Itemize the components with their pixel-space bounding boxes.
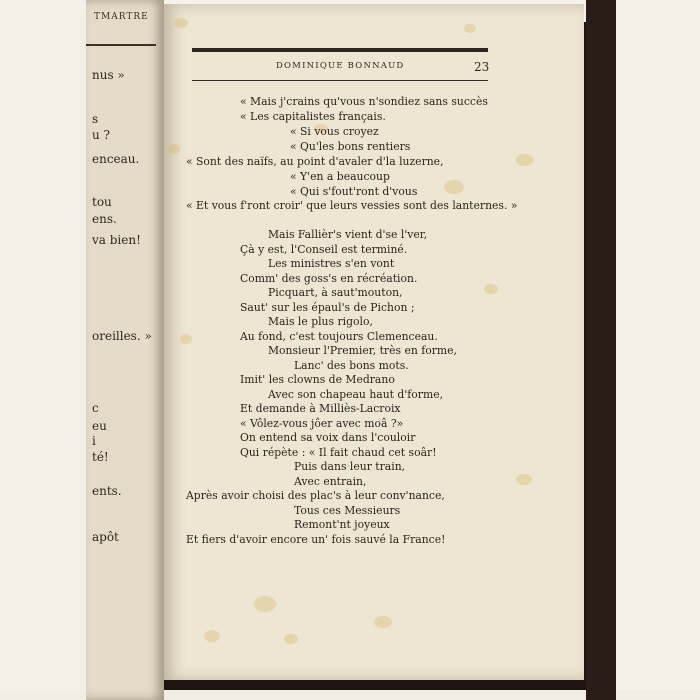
verse-line: « Et vous f'ront croir' que leurs vessies sont des lanternes. » xyxy=(186,199,518,212)
left-fragment: u ? xyxy=(92,128,110,142)
foxing-spot xyxy=(254,596,276,612)
foxing-spot xyxy=(484,284,498,294)
left-fragment: tou xyxy=(92,195,112,209)
verse-line: Puis dans leur train, xyxy=(294,460,406,473)
left-fragment: s xyxy=(92,112,99,126)
verse-line: Monsieur l'Premier, très en forme, xyxy=(268,344,457,357)
verse-line: Et fiers d'avoir encore un' fois sauvé la France! xyxy=(186,533,446,546)
left-fragment: oreilles. » xyxy=(92,329,152,343)
left-running-head: TMARTRE xyxy=(94,12,149,22)
verse-line: « Si vous croyez xyxy=(290,125,379,138)
left-fragment: ens. xyxy=(92,212,117,226)
verse-line: « Sont des naïfs, au point d'avaler d'la luzerne, xyxy=(186,155,444,168)
left-fragment: eu xyxy=(92,419,107,433)
verse-line: Comm' des goss's en récréation. xyxy=(240,272,418,285)
verse-line: Et demande à Milliès-Lacroix xyxy=(240,402,401,415)
verse-line: Avec son chapeau haut d'forme, xyxy=(268,388,444,401)
left-fragment: apôt xyxy=(92,530,119,544)
foxing-spot xyxy=(374,616,392,628)
verse-line: Çà y est, l'Conseil est terminé. xyxy=(240,243,408,256)
foxing-spot xyxy=(174,18,188,28)
left-header-rule xyxy=(86,44,156,46)
verse-line: Lanc' des bons mots. xyxy=(294,359,409,372)
verse-line: Tous ces Messieurs xyxy=(294,504,401,517)
verse-line: Mais le plus rigolo, xyxy=(268,315,373,328)
foxing-spot xyxy=(516,154,534,166)
verse-line: Avec entrain, xyxy=(294,475,367,488)
verse-line: Les ministres s'en vont xyxy=(268,257,395,270)
left-fragment: nus » xyxy=(92,68,125,82)
page-number: 23 xyxy=(474,60,490,74)
verse-line: Saut' sur les épaul's de Pichon ; xyxy=(240,301,415,314)
verse-line: « Les capitalistes français. xyxy=(240,110,386,123)
left-fragment: té! xyxy=(92,450,109,464)
foxing-spot xyxy=(444,180,464,194)
running-head: DOMINIQUE BONNAUD xyxy=(276,61,405,71)
left-fragment: enceau. xyxy=(92,152,140,166)
verse-line: Après avoir choisi des plac's à leur conv'nance, xyxy=(186,489,445,502)
verse-line: « Y'en a beaucoup xyxy=(290,170,390,183)
left-fragment: i xyxy=(92,434,96,448)
verse-line: Mais Fallièr's vient d'se l'ver, xyxy=(268,228,428,241)
foxing-spot xyxy=(180,334,192,344)
verse-line: « Qu'les bons rentiers xyxy=(290,140,411,153)
header-rule-thick xyxy=(192,48,488,52)
verse-line: « Mais j'crains qu'vous n'sondiez sans succès xyxy=(240,95,488,108)
left-fragment: c xyxy=(92,401,99,415)
verse-line: Imit' les clowns de Medrano xyxy=(240,373,395,386)
foxing-spot xyxy=(168,144,180,154)
verse-line: Picquart, à saut'mouton, xyxy=(268,286,403,299)
header-rule-thin xyxy=(192,80,488,81)
verse-line: Qui répète : « Il fait chaud cet soâr! xyxy=(240,446,437,459)
verse-line: « Qui s'fout'ront d'vous xyxy=(290,185,418,198)
foxing-spot xyxy=(516,474,532,485)
page-edge-shadow xyxy=(586,0,616,700)
foxing-spot xyxy=(204,630,220,642)
foxing-spot xyxy=(284,634,298,644)
left-fragment: va bien! xyxy=(92,233,141,247)
background-left xyxy=(0,0,86,700)
verse-line: On entend sa voix dans l'couloir xyxy=(240,431,416,444)
left-fragment: ents. xyxy=(92,484,122,498)
foxing-spot xyxy=(464,24,476,33)
left-page xyxy=(86,0,164,700)
verse-line: Remont'nt joyeux xyxy=(294,518,390,531)
verse-line: Au fond, c'est toujours Clemenceau. xyxy=(240,330,438,343)
verse-line: « Vôlez-vous jôer avec moâ ?» xyxy=(240,417,404,430)
